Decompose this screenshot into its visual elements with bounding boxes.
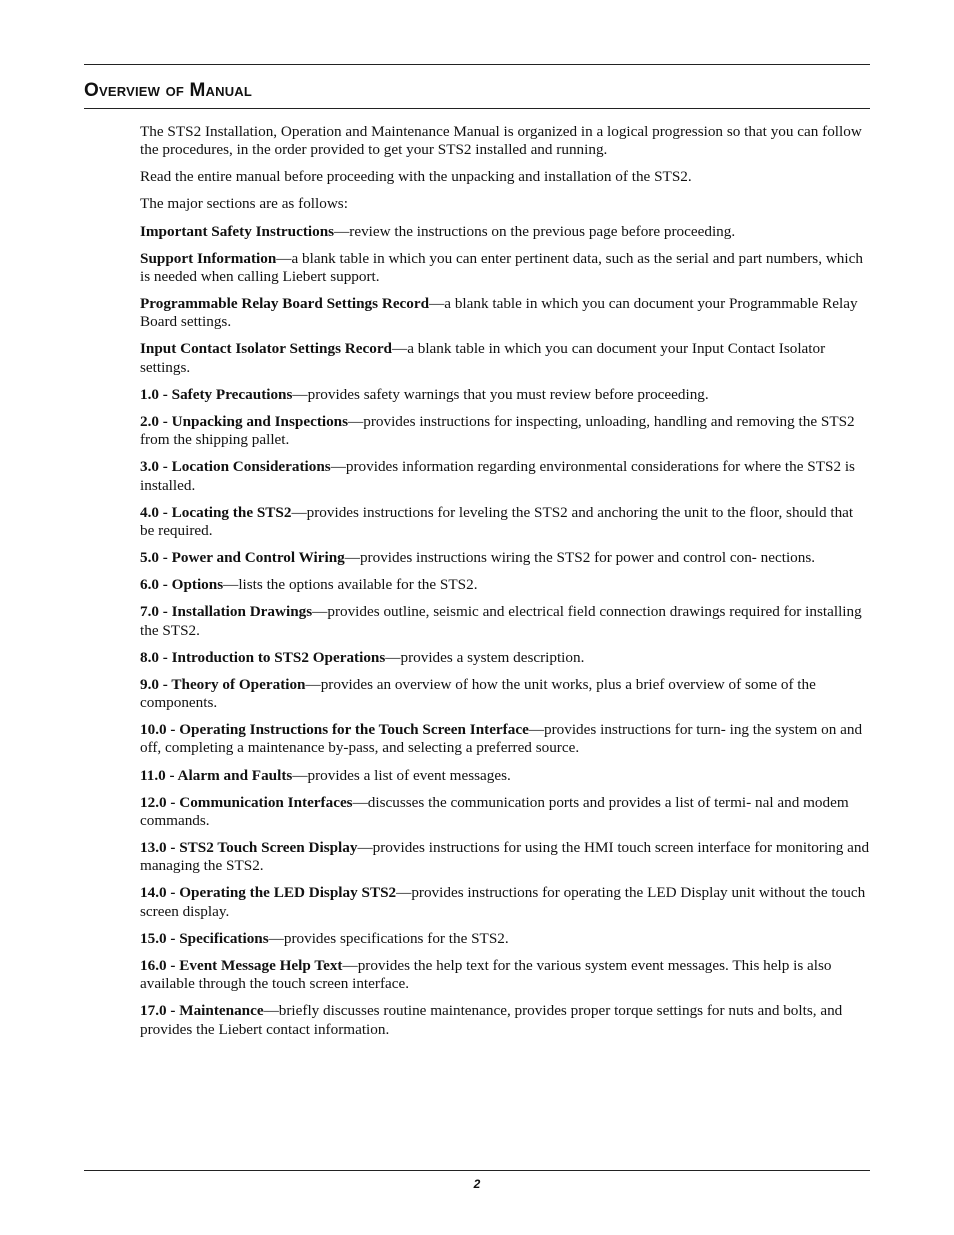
intro-paragraph: Read the entire manual before proceeding with the unpacking and installation of the STS2. bbox=[140, 168, 692, 186]
section-entry bbox=[140, 295, 870, 332]
section-title: 17.0 - Maintenance bbox=[140, 1002, 264, 1020]
page-number: 2 bbox=[473, 1177, 481, 1191]
section-entry bbox=[140, 458, 870, 495]
section-entry bbox=[140, 1002, 870, 1039]
section-description: —provides an overview of how the unit works, plus a brief overview of some of the components. bbox=[140, 675, 816, 712]
section-entry bbox=[140, 839, 870, 876]
section-description: —provides a system description. bbox=[385, 648, 585, 666]
section-title: Support Information bbox=[140, 249, 277, 267]
section-title: 2.0 - Unpacking and Inspections bbox=[140, 412, 349, 430]
footer-rule bbox=[84, 1170, 870, 1171]
section-title: 10.0 - Operating Instructions for the Touch Screen Interface bbox=[140, 721, 529, 739]
section-entry bbox=[140, 549, 870, 567]
section-title: Input Contact Isolator Settings Record bbox=[140, 340, 393, 358]
section-description: —a blank table in which you can document your Input Contact Isolator settings. bbox=[140, 340, 826, 376]
manual-overview-body bbox=[140, 123, 870, 1048]
section-description: —provides instructions for leveling the STS2 and anchoring the unit to the floor, should that be required. bbox=[140, 503, 854, 540]
section-entry bbox=[140, 884, 870, 921]
section-entry bbox=[140, 386, 870, 404]
section-title: Important Safety Instructions bbox=[140, 222, 335, 240]
section-entry bbox=[140, 413, 870, 450]
intro-paragraph: The STS2 Installation, Operation and Maintenance Manual is organized in a logical progression so that you can follow the procedures, in the order provided to get your STS2 installed and running. bbox=[140, 123, 862, 159]
heading-rule bbox=[84, 108, 870, 109]
section-title: 3.0 - Location Considerations bbox=[140, 458, 331, 476]
section-title: 1.0 - Safety Precautions bbox=[140, 385, 293, 403]
section-entry bbox=[140, 649, 870, 667]
section-title: 13.0 - STS2 Touch Screen Display bbox=[140, 839, 358, 857]
section-description: —discusses the communication ports and provides a list of termi- nal and modem commands. bbox=[140, 793, 849, 829]
section-entry bbox=[140, 603, 870, 640]
section-description: —provides a list of event messages. bbox=[292, 766, 511, 784]
section-entry bbox=[140, 676, 870, 713]
section-title: 5.0 - Power and Control Wiring bbox=[140, 549, 345, 567]
section-description: —provides the help text for the various system event messages. This help is also available through the touch screen interface. bbox=[140, 956, 832, 993]
section-entry bbox=[140, 504, 870, 541]
section-description: —provides information regarding environmental considerations for where the STS2 is installed. bbox=[140, 458, 855, 494]
section-description: —provides instructions for operating the LED Display unit without the touch screen display. bbox=[140, 884, 866, 920]
section-title: 8.0 - Introduction to STS2 Operations bbox=[140, 648, 386, 666]
section-title: 14.0 - Operating the LED Display STS2 bbox=[140, 884, 397, 902]
section-entry bbox=[140, 576, 870, 594]
page-title: Overview of Manual bbox=[84, 80, 253, 101]
section-entry bbox=[140, 223, 870, 241]
section-entry bbox=[140, 767, 870, 785]
section-description: —briefly discusses routine maintenance, provides proper torque settings for nuts and bolts, and provides the Liebert contact information. bbox=[140, 1002, 843, 1038]
section-description: —provides instructions for turn- ing the system on and off, completing a maintenance by-pass, and selecting a preferred source. bbox=[140, 721, 863, 757]
section-description: —provides instructions wiring the STS2 for power and control con- nections. bbox=[344, 549, 816, 567]
section-entry bbox=[140, 957, 870, 994]
section-title: 6.0 - Options bbox=[140, 576, 224, 594]
section-entry bbox=[140, 340, 870, 377]
section-description: —provides instructions for inspecting, unloading, handling and removing the STS2 from the shipping pallet. bbox=[140, 412, 855, 449]
header-top-rule bbox=[84, 64, 870, 65]
section-title: 16.0 - Event Message Help Text bbox=[140, 956, 343, 974]
section-description: —provides safety warnings that you must review before proceeding. bbox=[292, 385, 709, 403]
section-description: —a blank table in which you can enter pertinent data, such as the serial and part numbers, which is needed when calling Liebert support. bbox=[140, 249, 863, 285]
section-description: —a blank table in which you can document your Programmable Relay Board settings. bbox=[140, 295, 858, 331]
section-description: —review the instructions on the previous page before proceeding. bbox=[334, 222, 736, 240]
section-title: 15.0 - Specifications bbox=[140, 929, 269, 947]
section-entry bbox=[140, 721, 870, 758]
section-entry bbox=[140, 250, 870, 287]
section-description: —lists the options available for the STS2. bbox=[223, 576, 478, 594]
intro-paragraph: The major sections are as follows: bbox=[140, 195, 348, 213]
section-title: Programmable Relay Board Settings Record bbox=[140, 295, 430, 313]
section-title: 7.0 - Installation Drawings bbox=[140, 603, 313, 621]
section-description: —provides specifications for the STS2. bbox=[268, 929, 509, 947]
section-title: 4.0 - Locating the STS2 bbox=[140, 503, 292, 521]
section-description: —provides instructions for using the HMI touch screen interface for monitoring and managing the STS2. bbox=[140, 839, 870, 875]
section-title: 9.0 - Theory of Operation bbox=[140, 675, 306, 693]
section-entry bbox=[140, 794, 870, 831]
section-title: 12.0 - Communication Interfaces bbox=[140, 793, 353, 811]
section-entry bbox=[140, 930, 870, 948]
section-description: —provides outline, seismic and electrical field connection drawings required for installing the STS2. bbox=[140, 603, 862, 639]
section-title: 11.0 - Alarm and Faults bbox=[140, 766, 293, 784]
